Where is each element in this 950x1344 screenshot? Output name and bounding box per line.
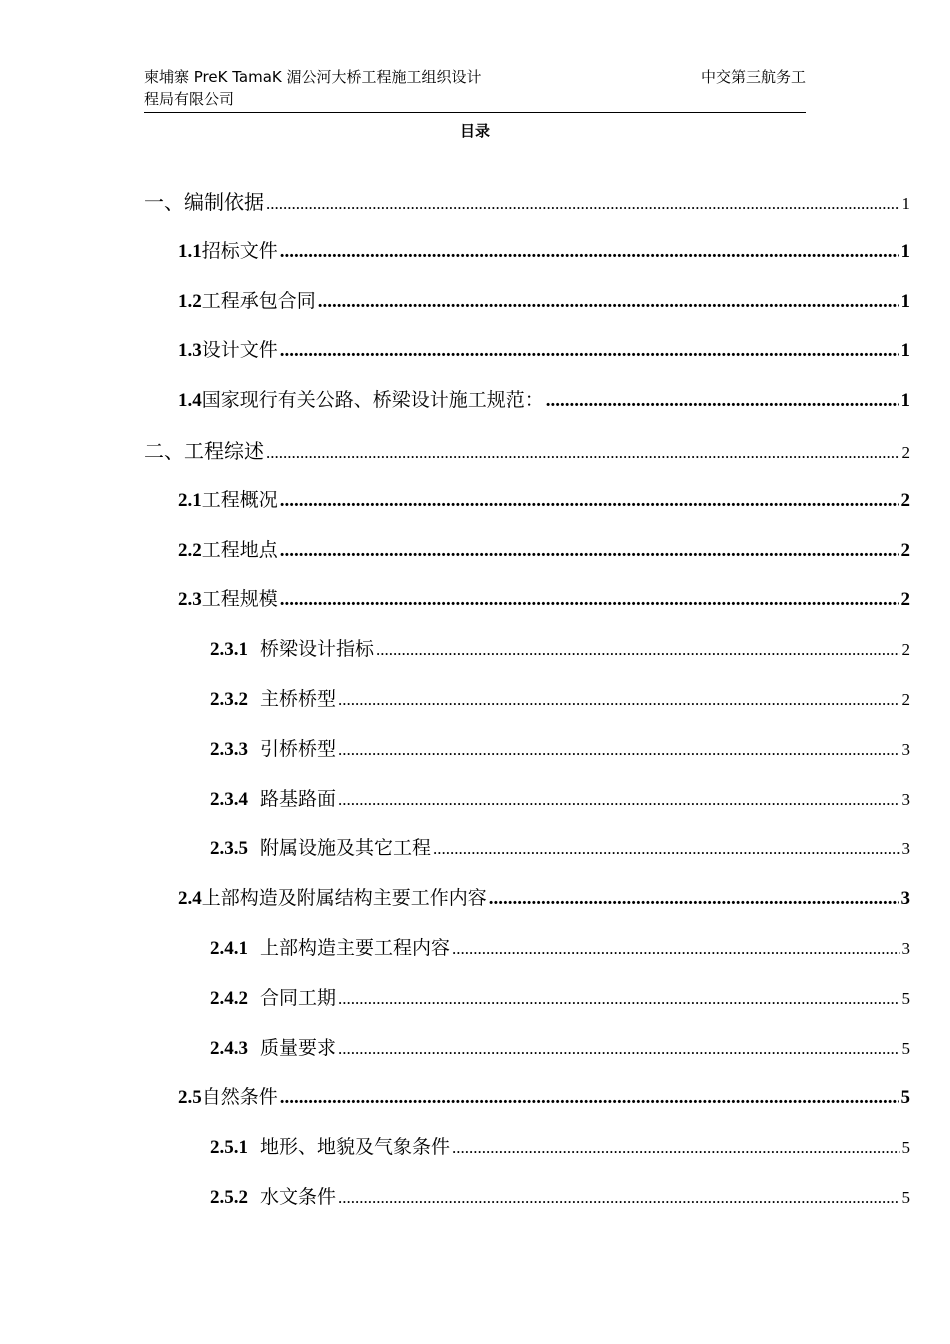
toc-entry[interactable] (210, 833, 910, 863)
toc-entry-page: 2 (901, 443, 910, 462)
toc-entry-page: 2 (900, 589, 910, 611)
toc-leader-dots (489, 888, 899, 910)
toc-entry-number: 2.4.3 (210, 1037, 248, 1059)
toc-entry-title: 质量要求 (260, 1036, 337, 1059)
toc-entry-page: 1 (900, 390, 910, 412)
toc-entry-number: 2.5.1 (210, 1137, 248, 1159)
toc-entry[interactable] (178, 584, 910, 614)
toc-entry[interactable] (178, 286, 910, 316)
toc-entry-number: 2.3 (178, 589, 202, 611)
toc-entry-number: 2.3.5 (210, 838, 248, 860)
toc-entry-page: 2 (901, 690, 910, 709)
toc-entry-title: 路基路面 (260, 787, 337, 810)
toc-entry-number: 2.1 (178, 489, 202, 511)
toc-entry[interactable] (210, 1182, 910, 1212)
toc-leader-dots (266, 194, 900, 214)
toc-entry-page: 1 (900, 340, 910, 362)
toc-entry-title: 工程地点 (201, 538, 278, 561)
header-company-continued: 程局有限公司 (144, 90, 235, 108)
toc-entry-number: 2.3.2 (210, 689, 248, 710)
toc-leader-dots (338, 1188, 899, 1208)
toc-entry-title: 地形、地貌及气象条件 (260, 1136, 451, 1159)
toc-leader-dots (280, 540, 899, 562)
toc-entry[interactable] (178, 535, 910, 565)
toc-entry-title: 引桥桥型 (260, 737, 337, 760)
toc-entry-title: 合同工期 (260, 986, 337, 1009)
toc-entry-page: 1 (900, 240, 910, 262)
header-left (144, 66, 624, 110)
toc-leader-dots (280, 589, 899, 611)
toc-leader-dots (546, 390, 899, 412)
toc-leader-dots (338, 690, 899, 710)
toc-entry-page: 3 (901, 839, 910, 859)
header-company: 中交第三航务工 (700, 68, 806, 86)
toc-entry-number: 2.5.2 (210, 1187, 248, 1208)
toc-entry-number: 2.3.1 (210, 639, 248, 661)
toc-entry-title: 工程概况 (201, 488, 278, 511)
toc-entry-title: 招标文件 (201, 239, 278, 262)
toc-entry-number: 1.1 (178, 240, 202, 262)
toc-entry-number: 二、 (144, 439, 184, 463)
toc-entry[interactable] (144, 186, 910, 216)
toc-entry[interactable] (178, 236, 910, 266)
toc-entry[interactable] (178, 385, 910, 415)
toc-entry[interactable] (178, 335, 910, 365)
toc-entry-number: 2.4.1 (210, 938, 248, 959)
toc-leader-dots (338, 790, 899, 810)
toc-entry[interactable] (210, 634, 910, 664)
page-header (144, 66, 806, 113)
toc-entry[interactable] (178, 1082, 910, 1112)
toc-entry[interactable] (210, 1033, 910, 1063)
toc-entry[interactable] (144, 435, 910, 465)
toc-leader-dots (338, 740, 899, 760)
toc-entry-title: 自然条件 (201, 1086, 278, 1109)
toc-entry-title: 工程规模 (201, 588, 278, 611)
toc-entry-number: 1.2 (178, 290, 202, 312)
toc-entry-number: 2.4 (178, 888, 202, 910)
toc-entry[interactable] (178, 485, 910, 515)
toc-entry-page: 5 (900, 1087, 910, 1109)
toc-entry-page: 2 (901, 640, 910, 660)
toc-entry-number: 1.3 (178, 340, 202, 362)
toc-entry[interactable] (210, 734, 910, 764)
toc-entry[interactable] (210, 983, 910, 1013)
toc-entry-title: 上部构造及附属结构主要工作内容 (201, 887, 487, 910)
toc-entry-number: 2.3.4 (210, 788, 248, 810)
toc-entry-title: 编制依据 (184, 190, 264, 214)
toc-leader-dots (338, 989, 899, 1009)
toc-entry-page: 5 (901, 1138, 910, 1158)
toc-entry-page: 3 (901, 789, 910, 809)
toc-entry-title: 主桥桥型 (260, 688, 337, 710)
toc-entry-page: 3 (901, 939, 910, 958)
toc-leader-dots (452, 939, 899, 959)
toc-leader-dots (266, 443, 900, 463)
toc-entry-number: 一、 (144, 190, 184, 214)
toc-entry-title: 桥梁设计指标 (260, 638, 375, 661)
toc-leader-dots (280, 1087, 899, 1109)
toc-entry-number: 2.3.3 (210, 738, 248, 760)
toc-entry-page: 1 (901, 194, 910, 213)
toc-entry-page: 2 (900, 489, 910, 511)
toc-entry[interactable] (178, 883, 910, 913)
toc-entry-page: 5 (901, 1188, 910, 1207)
toc-entry-number: 2.5 (178, 1087, 202, 1109)
toc-title: 目录 (459, 122, 490, 140)
toc-entry-title: 水文条件 (260, 1186, 337, 1208)
toc-entry-title: 上部构造主要工程内容 (260, 937, 451, 959)
toc-entry-title: 工程综述 (184, 439, 264, 463)
toc-entry-title: 工程承包合同 (201, 289, 316, 312)
toc-leader-dots (318, 291, 899, 313)
toc-leader-dots (376, 640, 899, 660)
toc-leader-dots (280, 241, 899, 263)
toc-entry-page: 1 (900, 290, 910, 312)
toc-leader-dots (280, 490, 899, 512)
toc-entry-page: 3 (901, 739, 910, 759)
toc-entry-number: 2.2 (178, 539, 202, 561)
toc-leader-dots (338, 1039, 899, 1059)
toc-entry-title: 附属设施及其它工程 (260, 837, 432, 860)
toc-leader-dots (433, 839, 899, 859)
toc-entry-number: 1.4 (178, 390, 202, 412)
toc-entry[interactable] (210, 784, 910, 814)
toc-leader-dots (452, 1138, 899, 1158)
toc-entry[interactable] (210, 1132, 910, 1162)
toc-entry-title: 设计文件 (201, 339, 278, 362)
toc-entry-page: 5 (901, 1038, 910, 1058)
toc-entry[interactable] (210, 684, 910, 714)
toc-entry-page: 5 (901, 988, 910, 1008)
toc-entry-page: 2 (900, 539, 910, 561)
toc-entry[interactable] (210, 933, 910, 963)
toc-entry-number: 2.4.2 (210, 987, 248, 1009)
header-project-title: 柬埔寨 PreK TamaK 湄公河大桥工程施工组织设计 (144, 68, 482, 86)
toc-leader-dots (280, 340, 899, 362)
toc-entry-title: 国家现行有关公路、桥梁设计施工规范： (201, 389, 544, 412)
toc-entry-page: 3 (900, 888, 910, 910)
